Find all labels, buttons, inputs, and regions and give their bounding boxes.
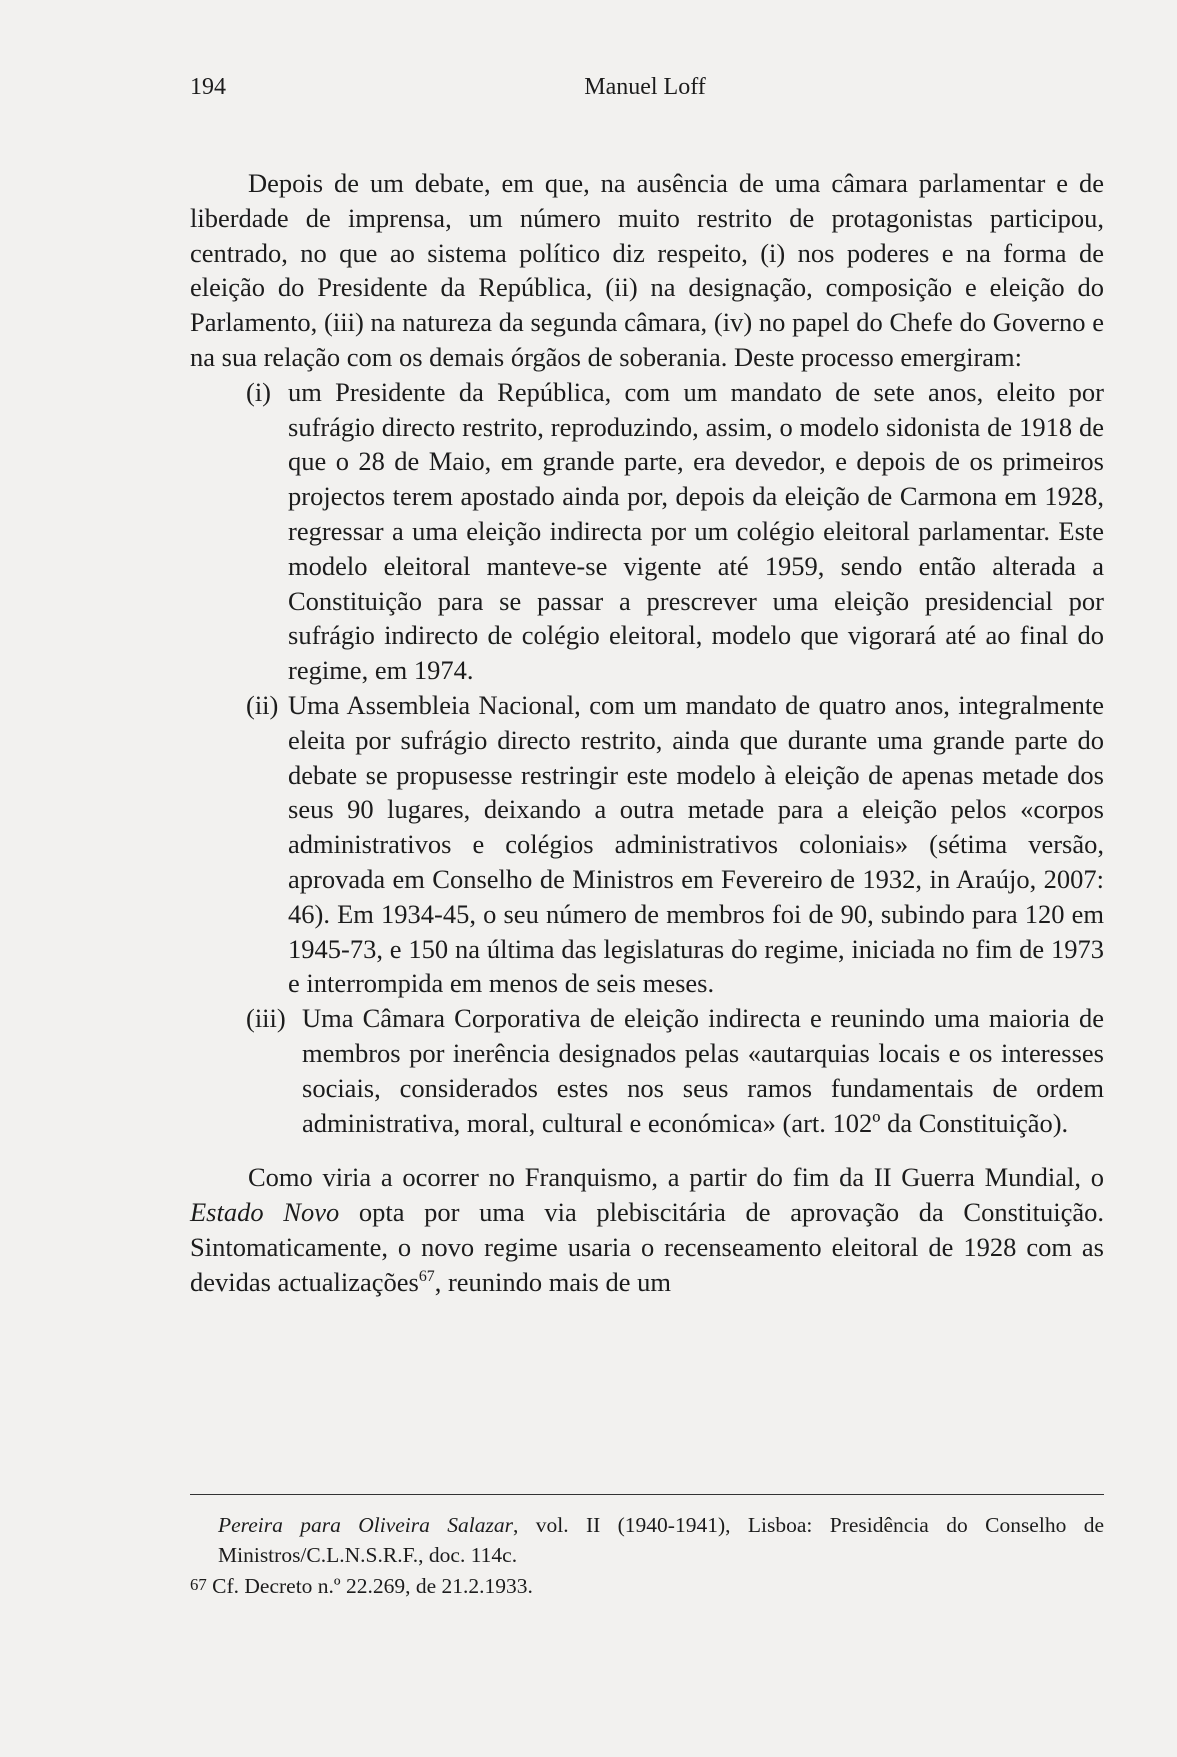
- list-item: [190, 1001, 1104, 1140]
- footnotes: [190, 1510, 1104, 1601]
- footnote-separator: [190, 1494, 1104, 1495]
- list-item-marker: (ii): [246, 689, 279, 720]
- paragraph-text: , reunindo mais de um: [434, 1266, 671, 1297]
- footnote-reference[interactable]: 67: [418, 1267, 435, 1285]
- body-paragraph: [190, 1160, 1104, 1299]
- list-item-marker: (iii): [246, 1003, 286, 1034]
- footnote-text: , vol. II (1940-1941), Lisboa: Presidência do Conselho de Ministros/C.L.N.S.R.F., doc. 114c.: [218, 1513, 1104, 1567]
- enumerated-list: [190, 375, 1104, 1141]
- footnote-continuation: [190, 1510, 1104, 1570]
- list-item-text: Uma Câmara Corporativa de eleição indirecta e reunindo uma maioria de membros por inerência designados pelas «autarquias locais e os interesses sociais, considerados estes nos seus ramos fundamentais de ordem administrativa, moral, cultural e económica» (art. 102º da Constituição).: [302, 1003, 1104, 1138]
- list-item-text: um Presidente da República, com um mandato de sete anos, eleito por sufrágio directo restrito, reproduzindo, assim, o modelo sidonista de 1918 de que o 28 de Maio, em grande parte, era devedor, e depois de os primeiros projectos terem apostado ainda por, depois da eleição de Carmona em 1928, regressar a uma eleição indirecta por um colégio eleitoral parlamentar. Este modelo eleitoral manteve-se vigente até 1959, sendo então alterada a Constituição para se passar a prescrever uma eleição presidencial por sufrágio indirecto de colégio eleitoral, modelo que vigorará até ao final do regime, em 1974.: [288, 376, 1104, 686]
- footnote-text: Cf. Decreto n.º 22.269, de 21.2.1933.: [206, 1574, 533, 1598]
- page-number: 194: [190, 74, 226, 100]
- running-head: [190, 70, 1100, 104]
- body-text: [190, 166, 1104, 1300]
- list-item: [190, 375, 1104, 688]
- paragraph-text: Como viria a ocorrer no Franquismo, a partir do fim da II Guerra Mundial, o: [248, 1162, 1104, 1193]
- list-item-marker: (i): [246, 376, 272, 407]
- footnote-number: 67: [190, 1575, 207, 1594]
- footnote-italic-title: Pereira para Oliveira Salazar: [218, 1513, 513, 1537]
- list-item-text: Uma Assembleia Nacional, com um mandato de quatro anos, integralmente eleita por sufrágio directo restrito, ainda que durante uma grande parte do debate se propusesse restringir este modelo à eleição de apenas metade dos seus 90 lugares, deixando a outra metade para a eleição pelos «corpos administrativos e colégios administrativos coloniais» (sétima versão, aprovada em Conselho de Ministros em Fevereiro de 1932, in Araújo, 2007: 46). Em 1934-45, o seu número de membros foi de 90, subindo para 120 em 1945-73, e 150 na última das legislaturas do regime, iniciada no fim de 1973 e interrompida em menos de seis meses.: [288, 689, 1104, 999]
- footnote-67: [190, 1570, 1104, 1601]
- running-title: Manuel Loff: [584, 74, 706, 100]
- list-item: [190, 688, 1104, 1001]
- body-paragraph: Depois de um debate, em que, na ausência de uma câmara parlamentar e de liberdade de imprensa, um número muito restrito de protagonistas participou, centrado, no que ao sistema político diz respeito, (i) nos poderes e na forma de eleição do Presidente da República, (ii) na designação, composição e eleição do Parlamento, (iii) na natureza da segunda câmara, (iv) no papel do Chefe do Governo e na sua relação com os demais órgãos de soberania. Deste processo emergiram:: [190, 168, 1104, 372]
- paragraph-text: opta por uma via plebiscitária de aprovação da Constituição. Sintomaticamente, o novo regime usaria o recenseamento eleitoral de 1928 com as devidas actualizações: [190, 1197, 1104, 1297]
- italic-term: Estado Novo: [190, 1197, 340, 1228]
